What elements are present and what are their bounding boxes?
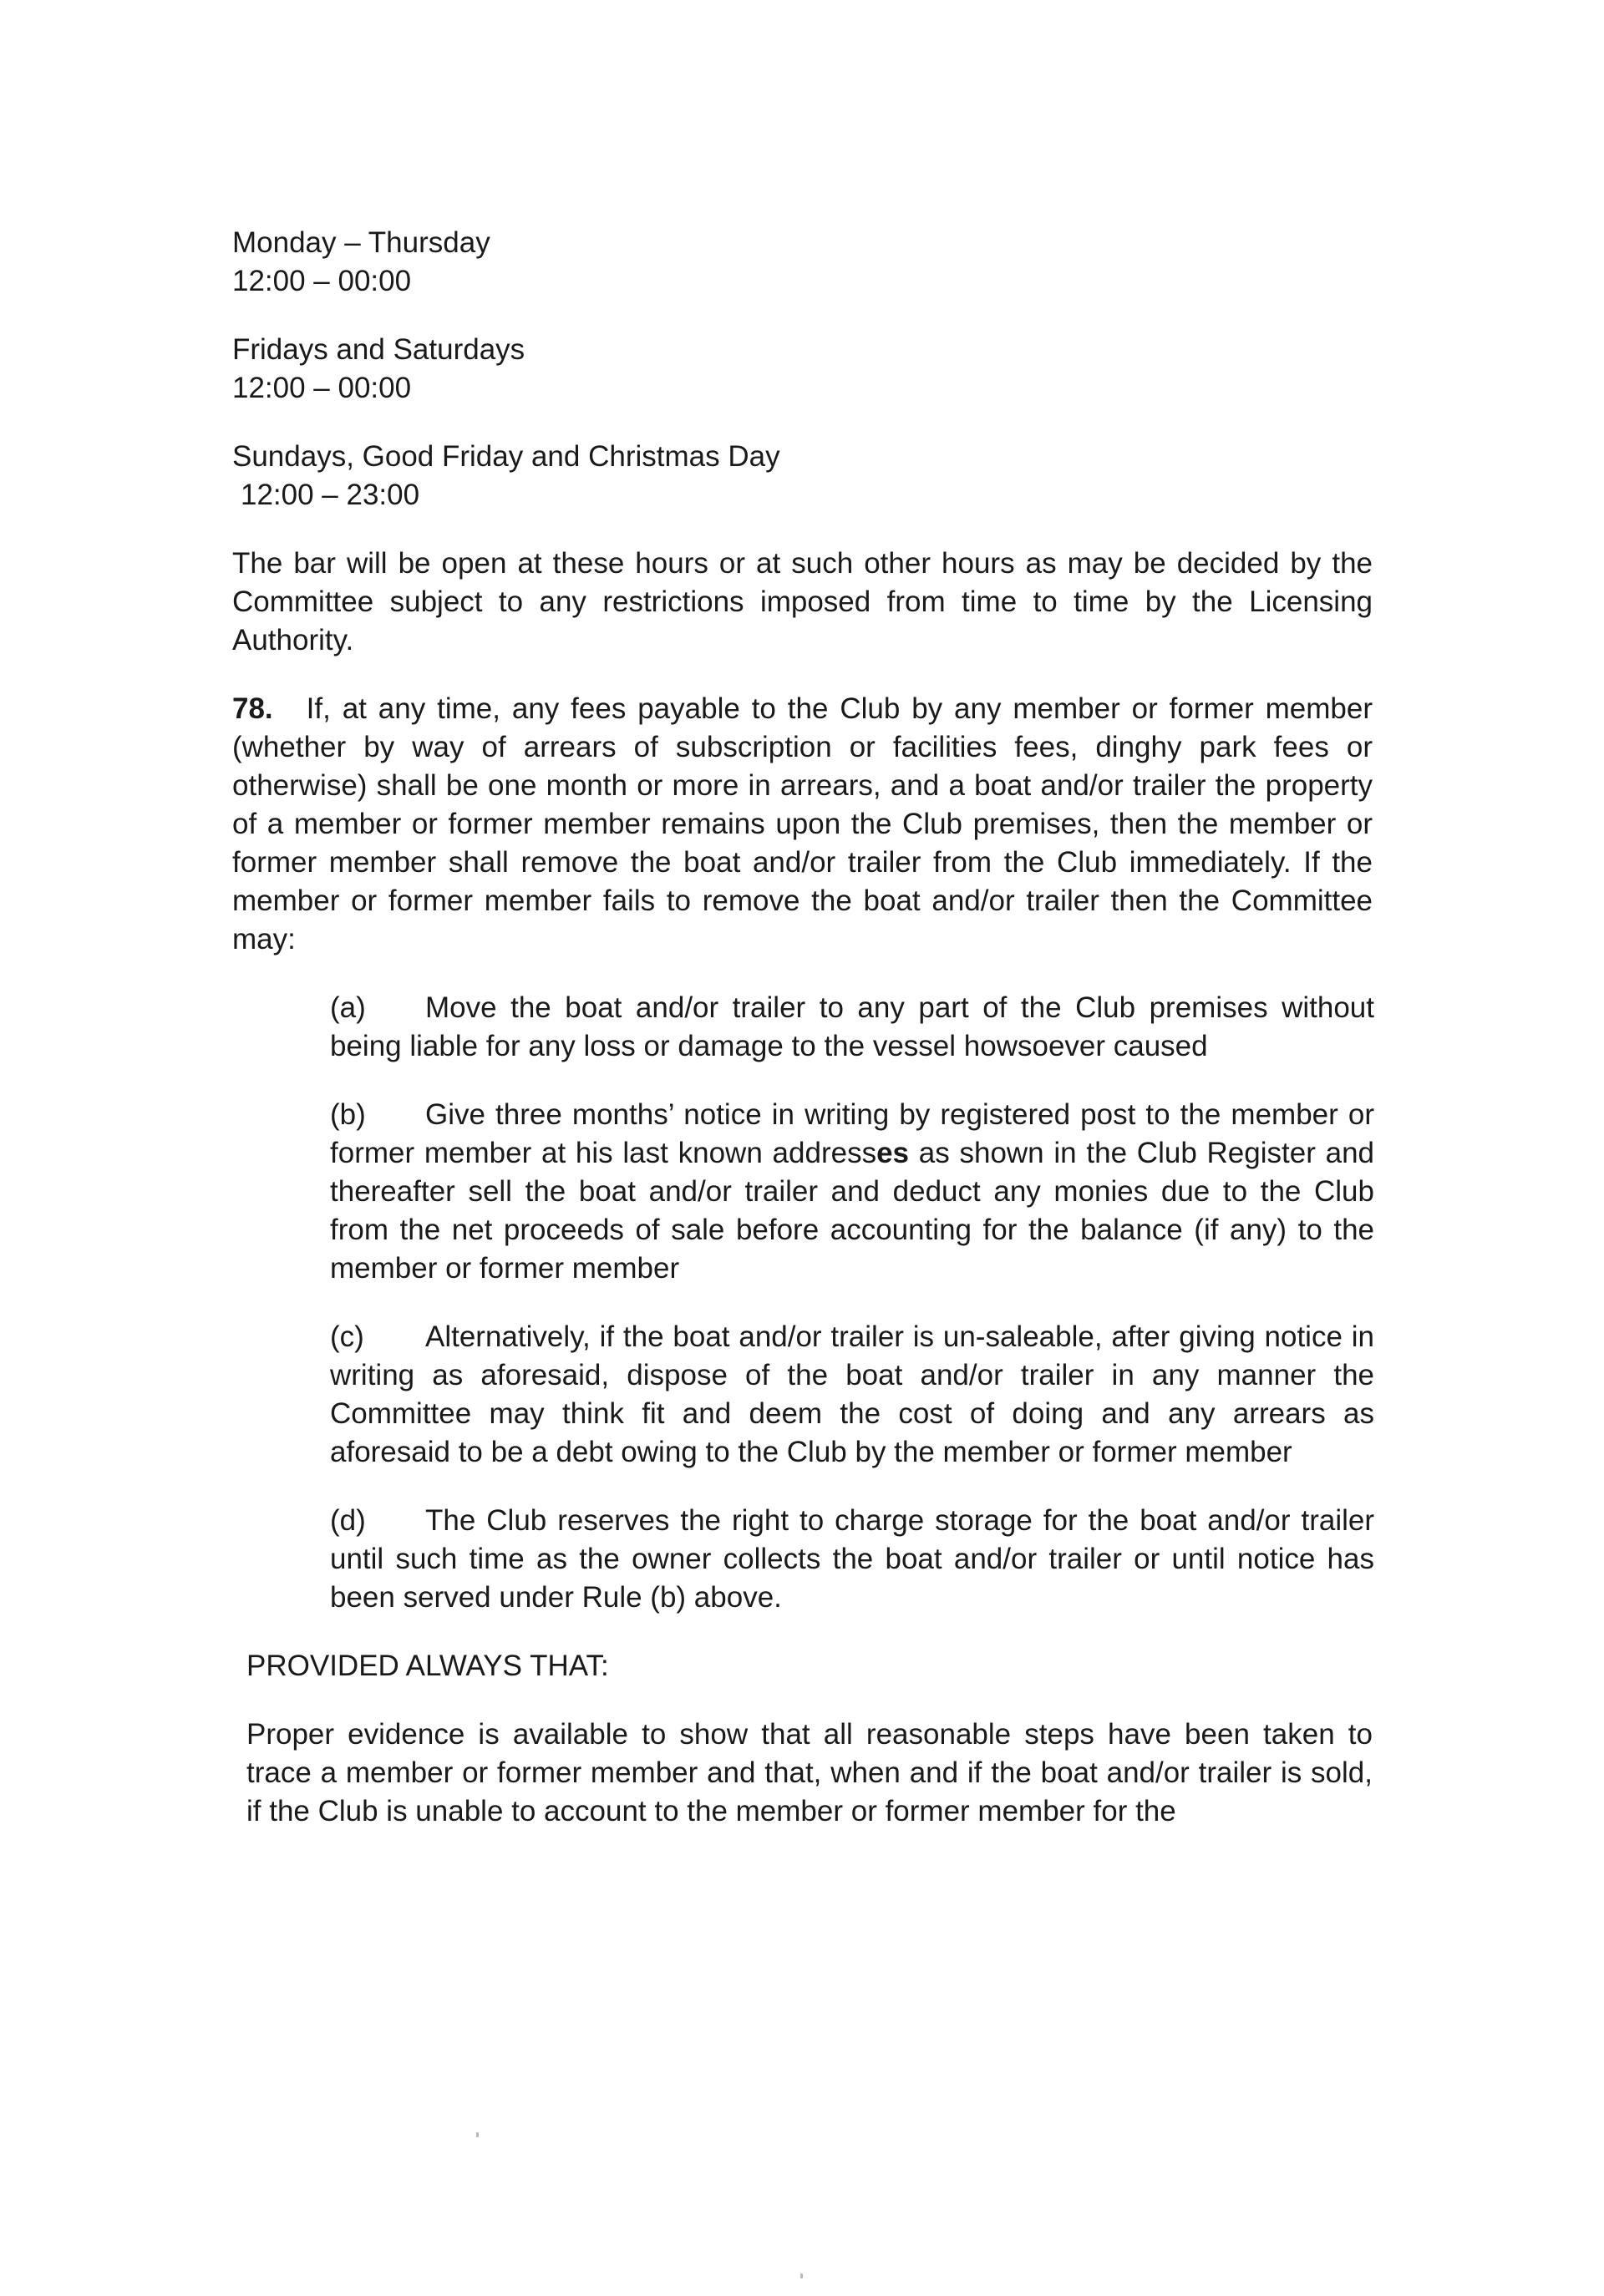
scan-speck [800,2273,803,2278]
clause-text: Move the boat and/or trailer to any part of the Club premises without being liable for any loss or damage to the vessel howsoever caused [330,991,1374,1062]
clause-label: (c) [330,1320,364,1353]
clause-text: The Club reserves the right to charge storage for the boat and/or trailer until such time as the owner collects the boat and/or trailer or until notice has been served under Rule (b) above. [330,1504,1374,1614]
scan-speck [476,2132,479,2137]
hours-time: 12:00 – 23:00 [241,479,420,511]
clause-text-start: Give three months’ notice in writing by registered post to the member or former member at his last known address [330,1098,1374,1169]
clause-label: (b) [330,1098,366,1131]
hours-days: Fridays and Saturdays [232,333,525,366]
clause-a [330,989,1374,1066]
proviso-heading: PROVIDED ALWAYS THAT: [246,1650,609,1682]
hours-mon-thu [232,224,1373,301]
clause-text-end: as shown in the Club Register and thereafter sell the boat and/or trailer and deduct any monies due to the Club from the net proceeds of sale before accounting for the balance (if any) to the member or former member [330,1137,1374,1285]
rule-number: 78. [232,692,273,725]
bar-opening-paragraph: The bar will be open at these hours or at such other hours as may be decided by the Committee subject to any restrictions imposed from time to time by the Licensing Authority. [232,547,1373,656]
clause-label: (d) [330,1504,366,1537]
clause-text: Alternatively, if the boat and/or trailer is un-saleable, after giving notice in writing as aforesaid, dispose of the boat and/or trailer in any manner the Committee may think fit and deem the cost of doing and any arrears as aforesaid to be a debt owing to the Club by the member or former member [330,1320,1374,1468]
hours-sunday-holidays [232,438,1373,514]
rule-78-clauses [330,989,1374,1617]
rule-78-text: If, at any time, any fees payable to the Club by any member or former member (whether by way of arrears of subscription or facilities fees, dinghy park fees or otherwise) shall be one month or more in arrears, and a boat and/or trailer the property of a member or former member remains upon the Club premises, then the member or former member shall remove the boat and/or trailer from the Club immediately. If the member or former member fails to remove the boat and/or trailer then the Committee may: [232,692,1373,955]
clause-b [330,1096,1374,1288]
hours-days: Sundays, Good Friday and Christmas Day [232,440,780,473]
hours-time: 12:00 – 00:00 [232,372,412,404]
clause-label: (a) [330,991,366,1024]
proviso-paragraph: Proper evidence is available to show that all reasonable steps have been taken to trace a member or former member and that, when and if the boat and/or trailer is sold, if the Club is unable to account to the member or former member for the [246,1718,1373,1827]
page-content [232,224,1373,1831]
clause-c [330,1318,1374,1472]
clause-text-bold: es [876,1137,910,1169]
rule-78-paragraph [232,690,1373,959]
hours-fri-sat [232,331,1373,408]
hours-days: Monday – Thursday [232,226,490,259]
hours-time: 12:00 – 00:00 [232,265,412,297]
clause-d [330,1502,1374,1617]
